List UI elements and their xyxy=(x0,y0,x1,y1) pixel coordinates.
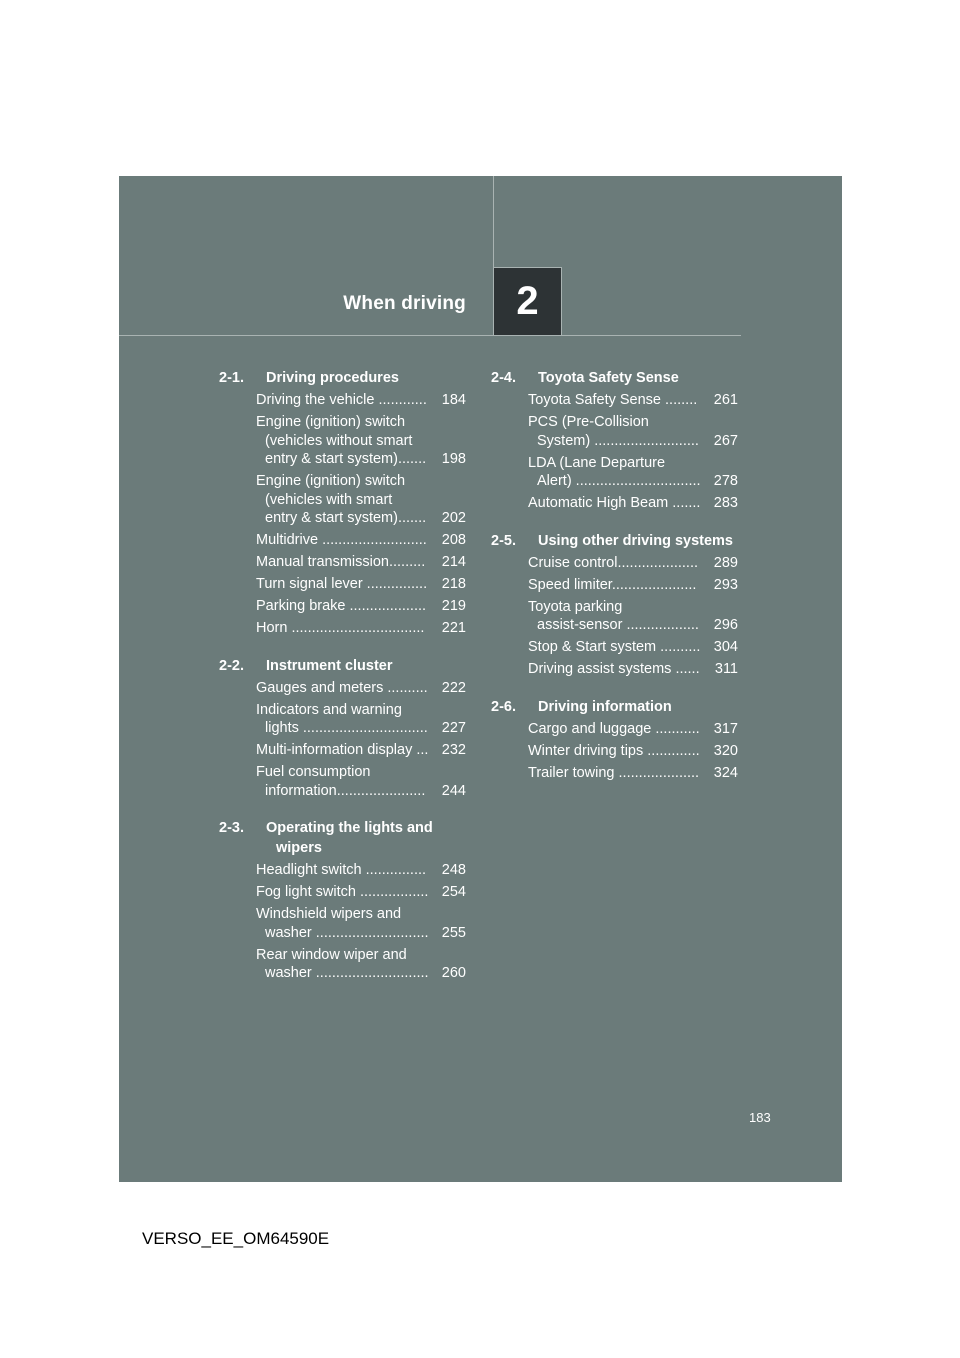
entry-page-number: 248 xyxy=(441,862,466,878)
toc-section xyxy=(219,656,466,801)
section-title[interactable]: Operating the lights and xyxy=(266,820,433,836)
entry-page-number: 219 xyxy=(441,598,466,614)
section-number: 2-1. xyxy=(219,370,244,386)
entry-page-number: 289 xyxy=(713,554,738,571)
toc-entry[interactable] xyxy=(256,741,466,760)
toc-entry[interactable] xyxy=(256,391,466,410)
section-heading xyxy=(491,368,745,388)
entry-text: Horn ................................. xyxy=(256,620,425,636)
toc-entry[interactable] xyxy=(256,946,466,983)
entry-text: Toyota parking xyxy=(528,598,623,615)
section-title[interactable]: Using other driving systems xyxy=(538,532,733,549)
entry-text: Gauges and meters .......... xyxy=(256,679,428,696)
entry-text: Stop & Start system .......... xyxy=(528,639,701,655)
section-title[interactable]: Driving procedures xyxy=(266,370,399,386)
header-divider-horizontal xyxy=(119,335,741,336)
toc-section xyxy=(219,368,466,638)
entry-page-number: 227 xyxy=(441,720,466,736)
entry-text: Engine (ignition) switch xyxy=(256,473,406,489)
entry-text: Windshield wipers and xyxy=(256,906,402,922)
entry-page-number: 214 xyxy=(441,554,466,570)
entry-text: information...................... xyxy=(265,782,426,799)
entry-page-number: 254 xyxy=(441,884,466,900)
toc-entry[interactable] xyxy=(256,883,466,902)
entry-text: washer ............................ xyxy=(265,924,429,941)
entry-text: Speed limiter..................... xyxy=(528,576,697,593)
entry-text: Indicators and warning xyxy=(256,701,402,718)
section-number: 2-4. xyxy=(491,370,516,386)
toc-entry[interactable] xyxy=(256,597,466,616)
entry-page-number: 296 xyxy=(713,617,738,633)
toc-entry[interactable] xyxy=(256,575,466,594)
entry-page-number: 311 xyxy=(714,661,738,677)
toc-section xyxy=(491,697,745,783)
toc-section xyxy=(219,818,466,983)
entry-page-number: 221 xyxy=(441,620,466,636)
section-heading xyxy=(219,818,466,858)
entry-page-number: 293 xyxy=(713,576,738,593)
toc-entry[interactable] xyxy=(528,764,738,783)
toc-section xyxy=(491,368,745,513)
entry-text: Winter driving tips ............. xyxy=(528,742,700,759)
entry-page-number: 218 xyxy=(441,576,466,592)
toc-entry[interactable] xyxy=(528,494,738,513)
toc-entry[interactable] xyxy=(528,554,738,573)
entry-text: LDA (Lane Departure xyxy=(528,454,666,471)
entry-text: PCS (Pre-Collision xyxy=(528,414,649,430)
document-code: VERSO_EE_OM64590E xyxy=(142,1229,330,1248)
entry-text: Automatic High Beam ....... xyxy=(528,495,701,511)
toc-entry[interactable] xyxy=(528,660,738,679)
entry-text: Cargo and luggage ........... xyxy=(528,720,700,737)
entry-text: Alert) ............................... xyxy=(537,473,701,489)
entry-page-number: 202 xyxy=(441,510,466,526)
entry-page-number: 260 xyxy=(441,965,466,981)
page-number: 183 xyxy=(749,1110,771,1125)
entry-page-number: 208 xyxy=(441,532,466,548)
entry-text: Rear window wiper and xyxy=(256,946,407,963)
section-title[interactable]: Toyota Safety Sense xyxy=(538,370,679,386)
entry-text: Cruise control.................... xyxy=(528,554,699,571)
section-title[interactable]: Instrument cluster xyxy=(266,657,393,674)
entry-page-number: 317 xyxy=(713,720,738,737)
toc-entry[interactable] xyxy=(528,638,738,657)
section-title[interactable]: wipers xyxy=(276,840,322,856)
entry-text: Multi-information display ... xyxy=(256,742,429,758)
entry-text: entry & start system)....... xyxy=(265,510,427,526)
entry-text: Driving assist systems ...... xyxy=(528,661,700,677)
toc-entry[interactable] xyxy=(528,413,738,450)
chapter-number-badge: 2 xyxy=(493,267,562,336)
entry-text: (vehicles without smart xyxy=(265,432,413,449)
entry-page-number: 198 xyxy=(441,451,466,467)
toc-entry[interactable] xyxy=(528,742,738,761)
toc-section xyxy=(491,531,745,679)
section-heading xyxy=(219,656,466,676)
section-heading xyxy=(491,531,745,551)
entry-text: Fog light switch ................. xyxy=(256,884,429,900)
section-number: 2-3. xyxy=(219,820,244,836)
toc-entry[interactable] xyxy=(256,472,466,528)
entry-text: Engine (ignition) switch xyxy=(256,414,406,430)
entry-page-number: 304 xyxy=(713,639,738,655)
toc-left-column xyxy=(219,368,466,1001)
toc-entry[interactable] xyxy=(528,391,738,410)
entry-page-number: 255 xyxy=(441,924,466,941)
section-number: 2-5. xyxy=(491,532,516,549)
section-title[interactable]: Driving information xyxy=(538,698,672,715)
entry-text: Headlight switch ............... xyxy=(256,862,427,878)
entry-page-number: 324 xyxy=(713,764,738,781)
toc-entry[interactable] xyxy=(256,553,466,572)
entry-text: (vehicles with smart xyxy=(265,491,393,508)
toc-entry[interactable] xyxy=(256,701,466,738)
entry-page-number: 261 xyxy=(713,392,738,408)
entry-text: Manual transmission......... xyxy=(256,554,426,570)
entry-text: Driving the vehicle ............ xyxy=(256,392,427,408)
entry-text: Trailer towing .................... xyxy=(528,764,700,781)
entry-page-number: 278 xyxy=(713,473,738,489)
entry-text: System) .......................... xyxy=(537,432,699,449)
entry-page-number: 244 xyxy=(441,782,466,799)
toc-entry[interactable] xyxy=(256,413,466,469)
toc-entry[interactable] xyxy=(256,861,466,880)
toc-entry[interactable] xyxy=(256,619,466,638)
toc-entry[interactable] xyxy=(256,531,466,550)
entry-page-number: 320 xyxy=(713,742,738,759)
toc-entry[interactable] xyxy=(256,679,466,698)
entry-page-number: 232 xyxy=(441,742,466,758)
entry-text: assist-sensor .................. xyxy=(537,617,699,633)
entry-page-number: 222 xyxy=(441,679,466,696)
section-number: 2-6. xyxy=(491,698,516,715)
section-number: 2-2. xyxy=(219,657,244,674)
toc-entry[interactable] xyxy=(256,763,466,800)
entry-text: Multidrive .......................... xyxy=(256,532,427,548)
entry-text: Toyota Safety Sense ........ xyxy=(528,392,698,408)
toc-entry[interactable] xyxy=(528,720,738,739)
entry-text: Turn signal lever ............... xyxy=(256,576,428,592)
entry-text: Parking brake ................... xyxy=(256,598,427,614)
toc-entry[interactable] xyxy=(528,454,738,491)
entry-text: Fuel consumption xyxy=(256,764,371,780)
toc-entry[interactable] xyxy=(528,576,738,595)
entry-text: lights ............................... xyxy=(265,720,428,736)
header-divider-vertical xyxy=(493,176,494,268)
chapter-title: When driving xyxy=(343,293,466,314)
section-heading xyxy=(219,368,466,388)
toc-entry[interactable] xyxy=(528,598,738,635)
entry-text: entry & start system)....... xyxy=(265,451,427,467)
toc-right-column xyxy=(491,368,745,800)
section-heading xyxy=(491,697,745,717)
entry-page-number: 283 xyxy=(713,495,738,511)
entry-text: washer ............................ xyxy=(265,965,429,981)
toc-entry[interactable] xyxy=(256,905,466,942)
entry-page-number: 267 xyxy=(713,432,738,449)
entry-page-number: 184 xyxy=(441,392,466,408)
